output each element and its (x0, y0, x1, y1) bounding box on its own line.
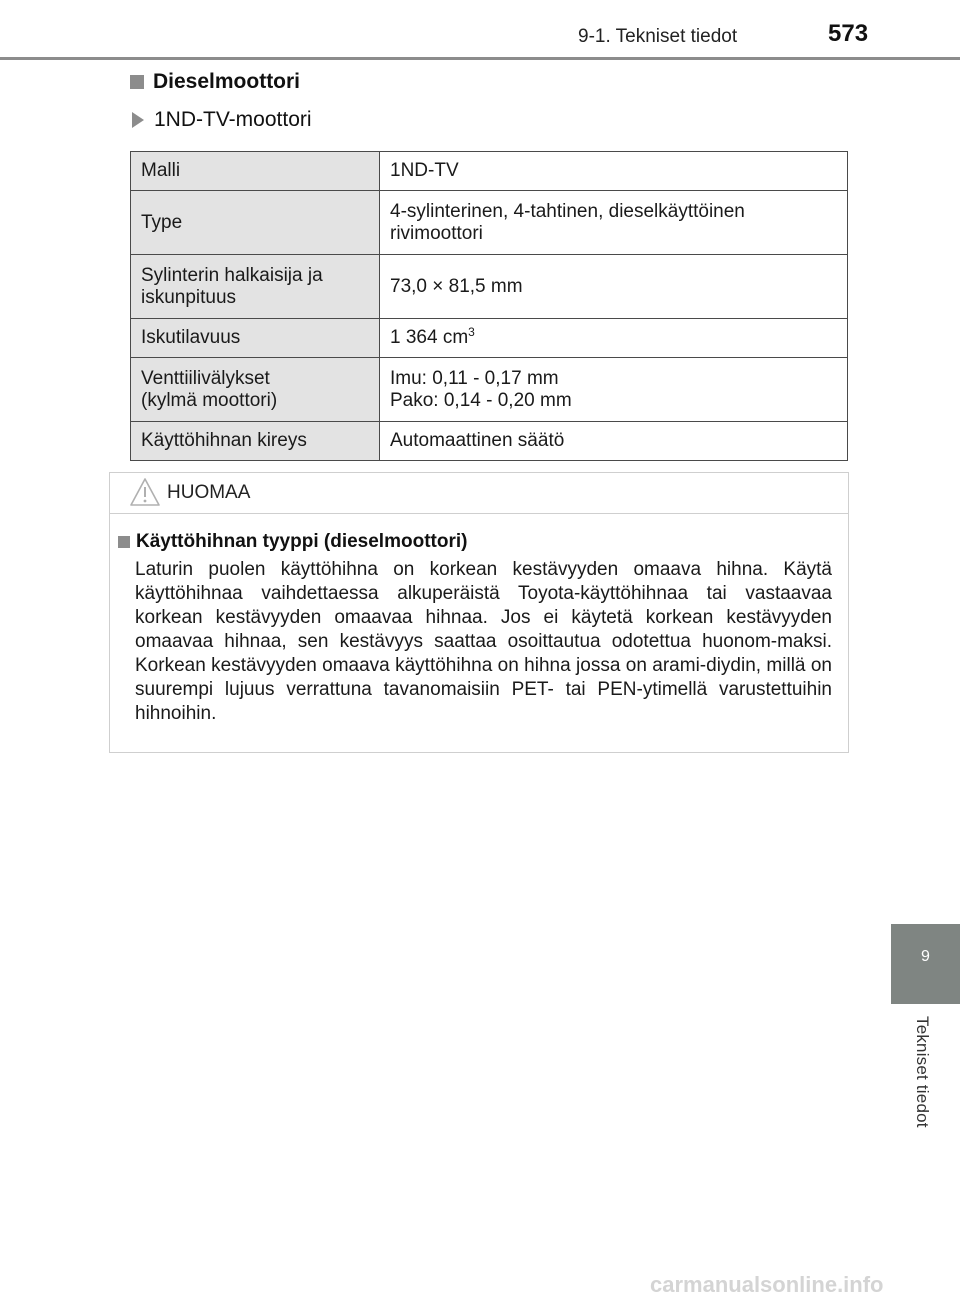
table-row (131, 422, 848, 461)
spec-label-line: iskunpituus (141, 286, 237, 308)
notice-header (110, 473, 848, 514)
page-number: 573 (828, 20, 869, 47)
notice-title: HUOMAA (167, 482, 251, 503)
table-row (131, 191, 848, 255)
spec-value-cell: Automaattinen säätö (380, 422, 848, 461)
spec-value-cell (380, 319, 848, 358)
square-bullet-icon (130, 75, 144, 89)
spec-value-line: Imu: 0,11 - 0,17 mm (390, 367, 559, 389)
table-row (131, 255, 848, 319)
subsection-heading (132, 108, 312, 132)
section-heading (130, 70, 300, 94)
notice-subheading (118, 531, 467, 553)
spec-value-text: 1 364 cm (390, 327, 469, 348)
spec-label-line: (kylmä moottori) (141, 389, 278, 411)
spec-value-line: 4-sylinterinen, 4-tahtinen, dieselkäyttöinen (390, 200, 745, 222)
spec-label-line: Sylinterin halkaisija ja (141, 264, 323, 286)
notice-subheading-text: Käyttöhihnan tyyppi (dieselmoottori) (136, 531, 468, 552)
table-row (131, 152, 848, 191)
square-bullet-icon (118, 536, 130, 548)
table-row (131, 358, 848, 422)
spec-label-cell: Käyttöhihnan kireys (131, 422, 380, 461)
spec-label-cell (131, 255, 380, 319)
chapter-tab-label: Tekniset tiedot (913, 1016, 932, 1128)
spec-value-cell: 1ND-TV (380, 152, 848, 191)
spec-label-cell: Type (131, 191, 380, 255)
section-heading-text: Dieselmoottori (153, 70, 301, 93)
spec-label-cell: Iskutilavuus (131, 319, 380, 358)
spec-label-line: Venttiilivälykset (141, 367, 270, 389)
watermark: carmanualsonline.info (650, 1272, 884, 1297)
spec-label-cell: Malli (131, 152, 380, 191)
triangle-bullet-icon (132, 112, 144, 128)
subsection-heading-text: 1ND-TV-moottori (154, 108, 312, 131)
table-row (131, 319, 848, 358)
running-header-title: 9-1. Tekniset tiedot (578, 26, 738, 47)
header-rule (0, 57, 960, 60)
spec-value-cell (380, 358, 848, 422)
spec-value-cell (380, 191, 848, 255)
notice-box (109, 472, 849, 753)
chapter-tab: 9 (891, 924, 960, 1004)
engine-spec-table (130, 151, 848, 461)
spec-label-cell (131, 358, 380, 422)
notice-body: Laturin puolen käyttöhihna on korkean kestävyyden omaava hihna. Käytä käyttöhihnaa vaihdettaessa alkuperäistä Toyota-käyttöhihnaa tai vastaavaa korkean kestävyyden omaavaa hihnaa. Jos ei käytetä korkean kestävyyden omaavaa hihnaa, sen kestävyys saattaa osoittautua odotettua huonom-maksi. Korkean kestävyyden omaava käyttöhihna on hihna jossa on arami-diydin, millä on suurempi lujuus verrattuna tavanomaisiin PET- tai PEN-ytimellä varustettuihin hihnoihin. (135, 559, 832, 724)
spec-value-line: rivimoottori (390, 222, 483, 244)
superscript: 3 (468, 325, 475, 339)
spec-value-line: Pako: 0,14 - 0,20 mm (390, 389, 572, 411)
warning-triangle-icon (129, 477, 161, 512)
spec-value-cell: 73,0 × 81,5 mm (380, 255, 848, 319)
